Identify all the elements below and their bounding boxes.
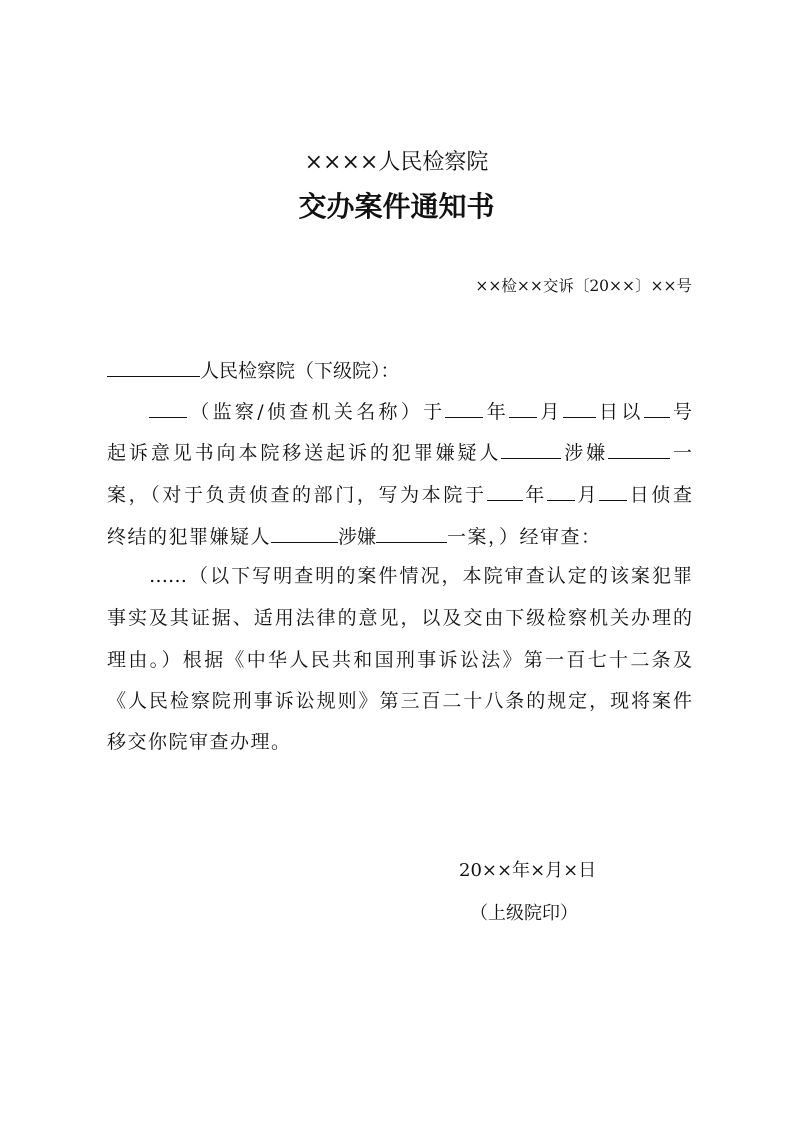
text: 终结的犯罪嫌疑人 bbox=[107, 526, 272, 548]
text: 年 bbox=[483, 401, 510, 423]
text: 涉嫌 bbox=[338, 526, 377, 548]
body-line bbox=[107, 397, 692, 424]
text: 年 bbox=[522, 484, 547, 506]
text: （监察/侦查机关名称）于 bbox=[187, 401, 446, 423]
issue-date: 20××年×月×日 bbox=[459, 860, 597, 881]
blank-field[interactable] bbox=[563, 397, 596, 418]
blank-field[interactable] bbox=[107, 356, 200, 377]
seal-placeholder: （上级院印） bbox=[470, 903, 578, 924]
blank-field[interactable] bbox=[445, 397, 483, 418]
blank-field[interactable] bbox=[547, 480, 575, 501]
addressee-line bbox=[107, 356, 692, 383]
text: 日侦查 bbox=[627, 484, 692, 506]
text: 日以 bbox=[595, 401, 644, 423]
text: 起诉意见书向本院移送起诉的犯罪嫌疑人 bbox=[107, 442, 502, 464]
body-line: ……（以下写明查明的案件情况，本院审查认定的该案犯罪 bbox=[149, 565, 692, 587]
text: 人民检察院（下级院）： bbox=[200, 360, 400, 382]
body-line bbox=[107, 522, 692, 549]
document-title: 交办案件通知书 bbox=[298, 190, 495, 223]
text: 案，（对于负责侦查的部门，写为本院于 bbox=[107, 484, 487, 506]
blank-field[interactable] bbox=[599, 480, 627, 501]
document-number: ××检××交诉〔20××〕××号 bbox=[475, 277, 692, 295]
blank-field[interactable] bbox=[644, 397, 670, 418]
text: 一 bbox=[670, 442, 692, 464]
blank-field[interactable] bbox=[509, 397, 537, 418]
body-line: 移交你院审查办理。 bbox=[107, 731, 292, 753]
body-line bbox=[107, 438, 692, 465]
blank-field[interactable] bbox=[271, 522, 338, 543]
body-line: 《人民检察院刑事诉讼规则》第三百二十八条的规定，现将案件 bbox=[107, 690, 692, 712]
body-line: 事实及其证据、适用法律的意见，以及交由下级检察机关办理的 bbox=[107, 607, 692, 629]
text: 一案，）经审查： bbox=[447, 526, 602, 548]
org-title: ××××人民检察院 bbox=[304, 150, 489, 175]
text: 月 bbox=[574, 484, 600, 506]
text: 月 bbox=[537, 401, 563, 423]
text: 涉嫌 bbox=[561, 442, 609, 464]
blank-field[interactable] bbox=[487, 480, 523, 501]
text: 号 bbox=[669, 401, 692, 423]
body-line: 理由。）根据《中华人民共和国刑事诉讼法》第一百七十二条及 bbox=[107, 649, 692, 671]
blank-field[interactable] bbox=[149, 397, 187, 418]
blank-field[interactable] bbox=[376, 522, 447, 543]
body-line bbox=[107, 480, 692, 507]
blank-field[interactable] bbox=[608, 438, 670, 459]
blank-field[interactable] bbox=[501, 438, 561, 459]
